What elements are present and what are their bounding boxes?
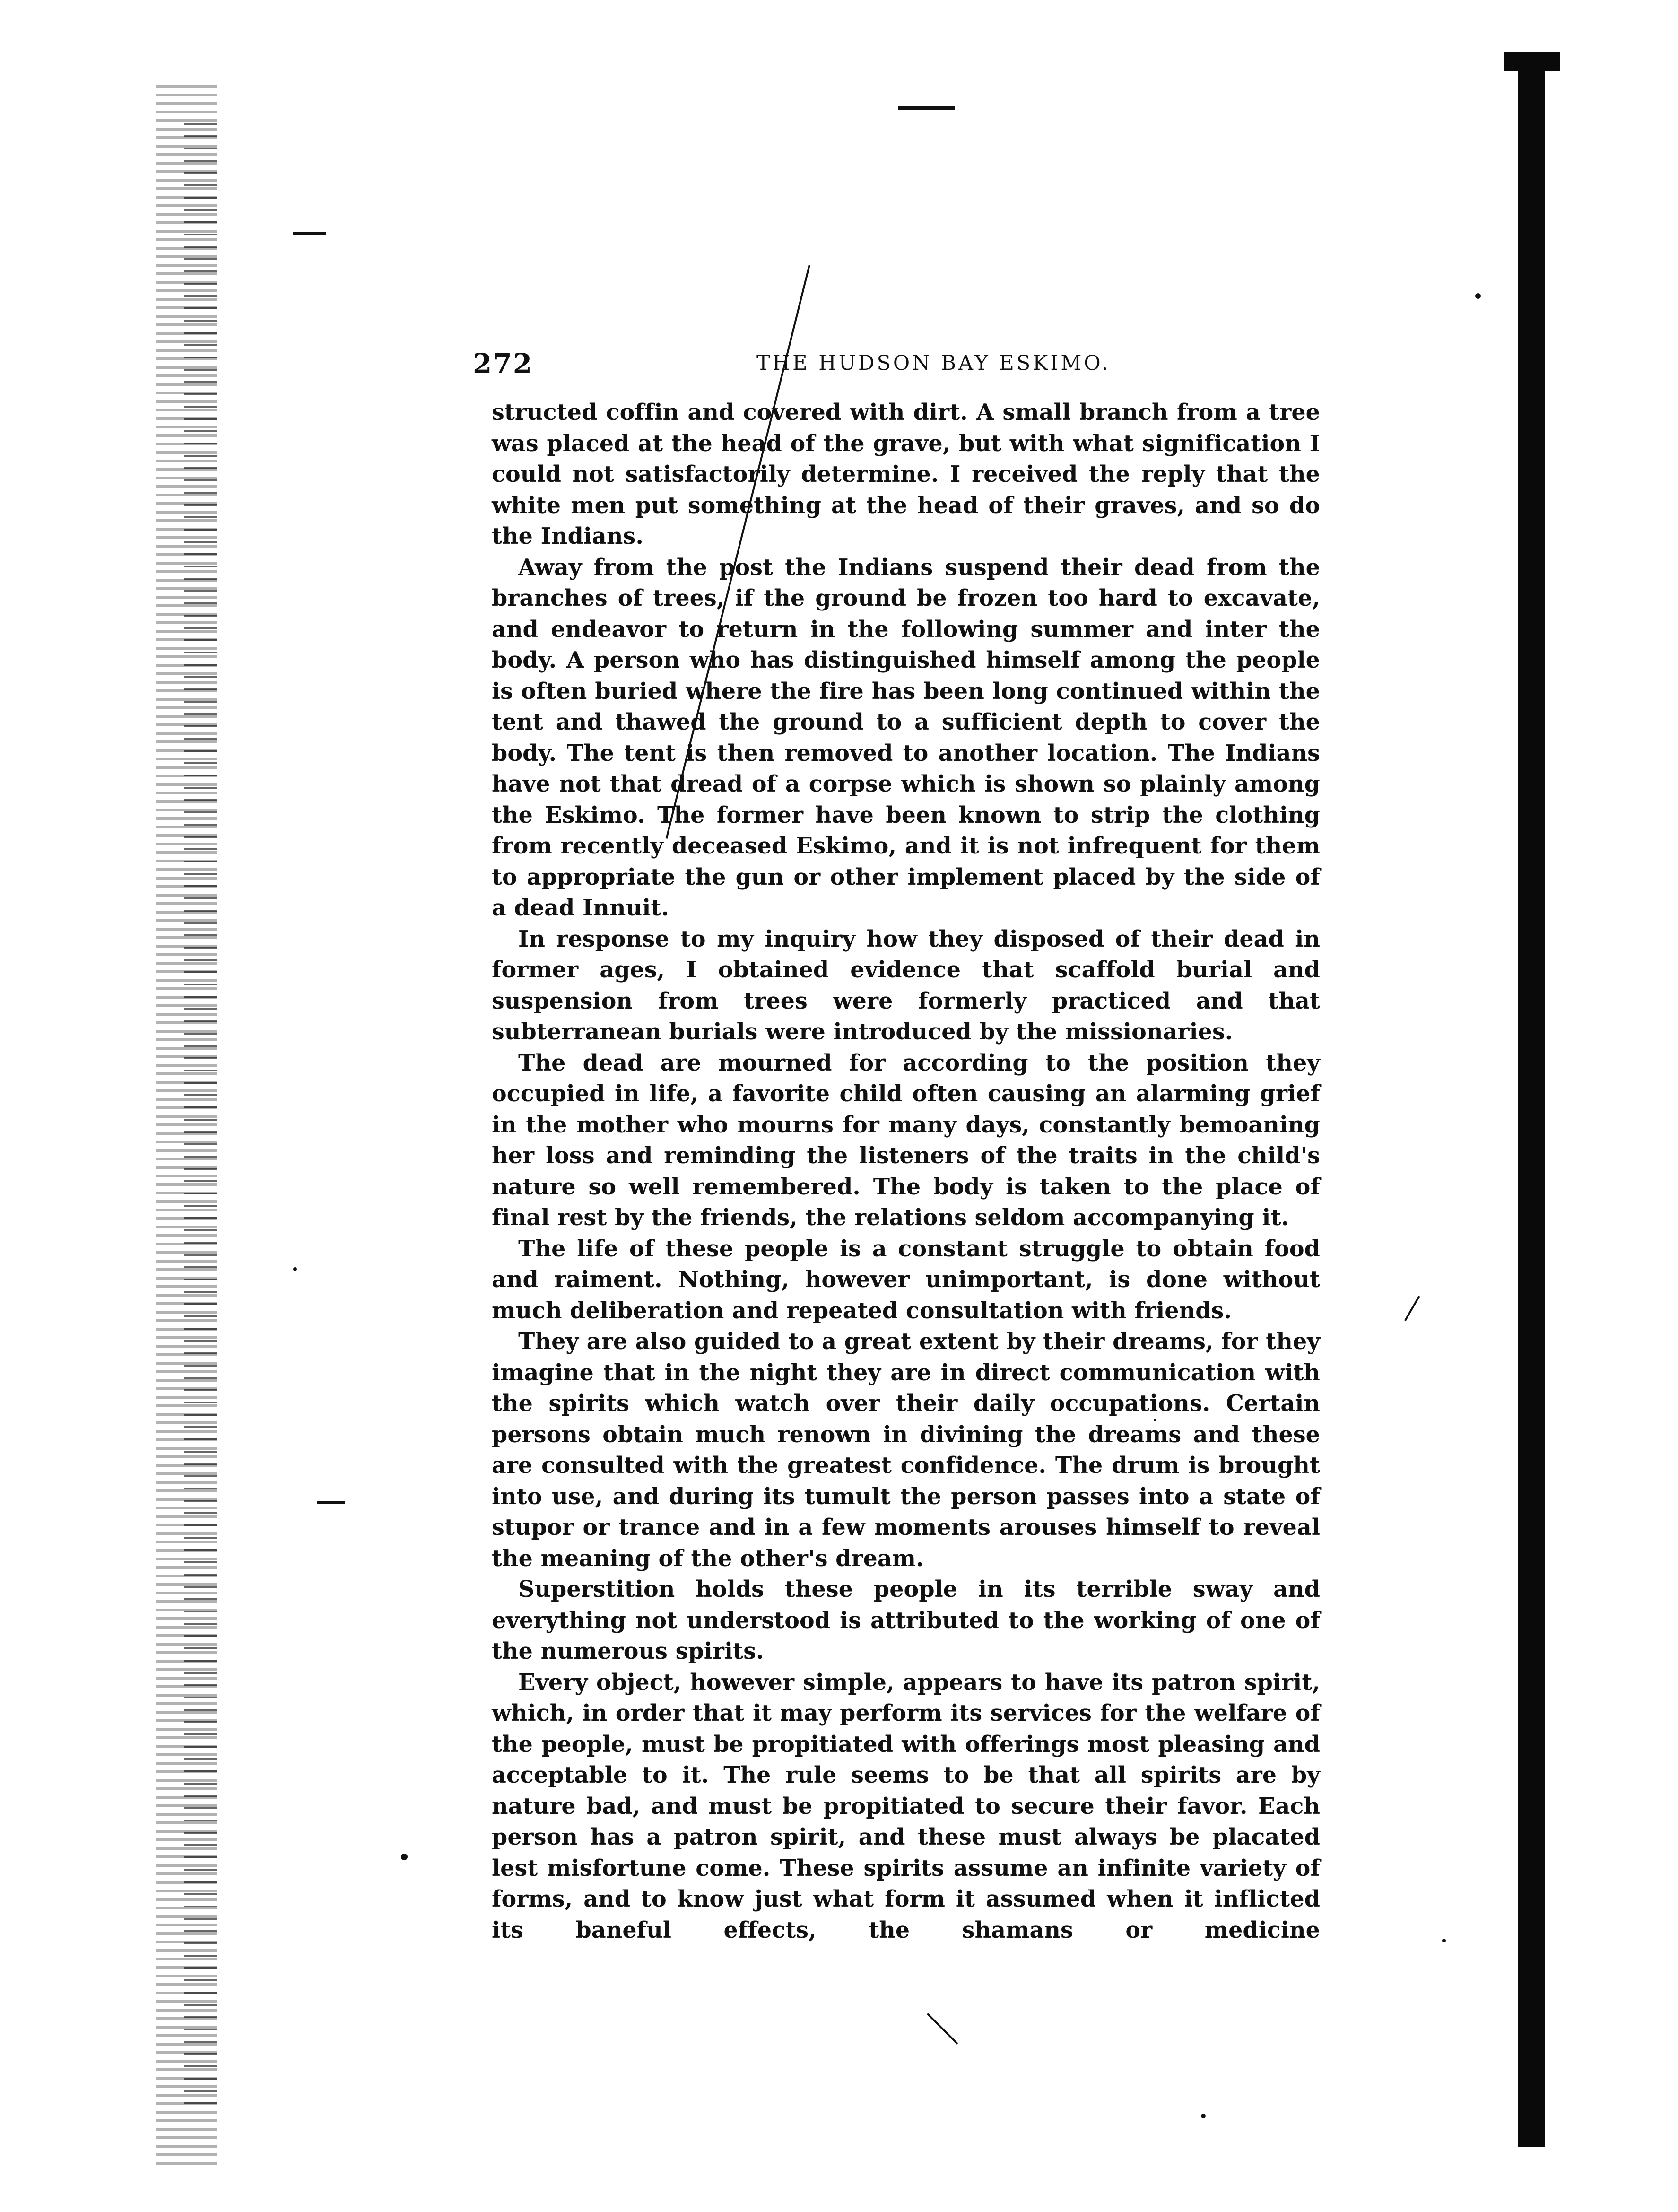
running-header: [473, 348, 1333, 385]
scan-edge-cap-right: [1504, 52, 1560, 71]
pen-tick-right: [1404, 1296, 1420, 1321]
binding-edge-left: [184, 123, 217, 2109]
paragraph: Every object, however simple, appears to have its patron spirit, which, in order that it may perform its services for the welfare of the people, must be propitiated with offerings most pleasing and acceptable to it. The rule seems to be that all spirits are by nature bad, and must be propitiated to secure their favor. Each person has a patron spirit, and these must always be placated lest misfortune come. These spirits assume an infinite variety of forms, and to know just what form it assumed when it inflicted its baneful effects, the shamans or medicine: [492, 1669, 1320, 1943]
speck: [1201, 2114, 1206, 2118]
paragraph: They are also guided to a great extent by their dreams, for they imagine that in the night they are in direct communication with the spirits which watch over their daily occupations. Certain persons obtain much renown in divining the dreams and these are consulted with the greatest confidence. The drum is brought into use, and during its tumult the person passes into a state of stupor or trance and in a few moments arouses himself to reveal the meaning of the other's dream.: [492, 1328, 1320, 1572]
pen-stroke-mark-bottom: [927, 2013, 958, 2044]
paragraph: structed coffin and covered with dirt. A small branch from a tree was placed at the head of the grave, but with what signification I could not satisfactorily determine. I received the reply that the white men put something at the head of their graves, and so do the Indians.: [492, 399, 1320, 549]
smudge-top: [898, 106, 955, 110]
paragraph: In response to my inquiry how they disposed of their dead in former ages, I obtained evidence that scaffold burial and suspension from trees were formerly practiced and that subterranean burials were introduced by the missionaries.: [492, 925, 1320, 1045]
running-head-title: THE HUDSON BAY ESKIMO.: [756, 351, 1111, 375]
speck: [401, 1854, 408, 1860]
scan-edge-bar-right: [1518, 57, 1545, 2147]
smudge-left: [293, 232, 326, 235]
paragraph: Away from the post the Indians suspend their dead from the branches of trees, if the ground be frozen too hard to excavate, and endeavor to return in the following summer and inter the body. A person who has distinguished himself among the people is often buried where the fire has been long continued within the tent and thawed the ground to a sufficient depth to cover the body. The tent is then removed to another location. The Indians have not that dread of a corpse which is shown so plainly among the Eskimo. The former have been known to strip the clothing from recently deceased Eskimo, and it is not infrequent for them to appropriate the gun or other implement placed by the side of a dead Innuit.: [492, 554, 1320, 921]
speck: [1442, 1939, 1446, 1942]
speck: [1475, 293, 1481, 299]
paragraph: The dead are mourned for according to the position they occupied in life, a favorite child often causing an alarming grief in the mother who mourns for many days, constantly bemoaning her loss and reminding the listeners of the traits in the child's nature so well remembered. The body is taken to the place of final rest by the friends, the relations seldom accompanying it.: [492, 1049, 1320, 1231]
paragraph: The life of these people is a constant struggle to obtain food and raiment. Nothing, however unimportant, is done without much deliberation and repeated consultation with friends.: [492, 1235, 1320, 1324]
page-number: 272: [473, 348, 533, 380]
speck: [293, 1267, 297, 1271]
paragraph: Superstition holds these people in its terrible sway and everything not understood is attributed to the working of one of the numerous spirits.: [492, 1576, 1320, 1664]
smudge-left-2: [317, 1501, 345, 1504]
body-text: [492, 397, 1320, 1946]
